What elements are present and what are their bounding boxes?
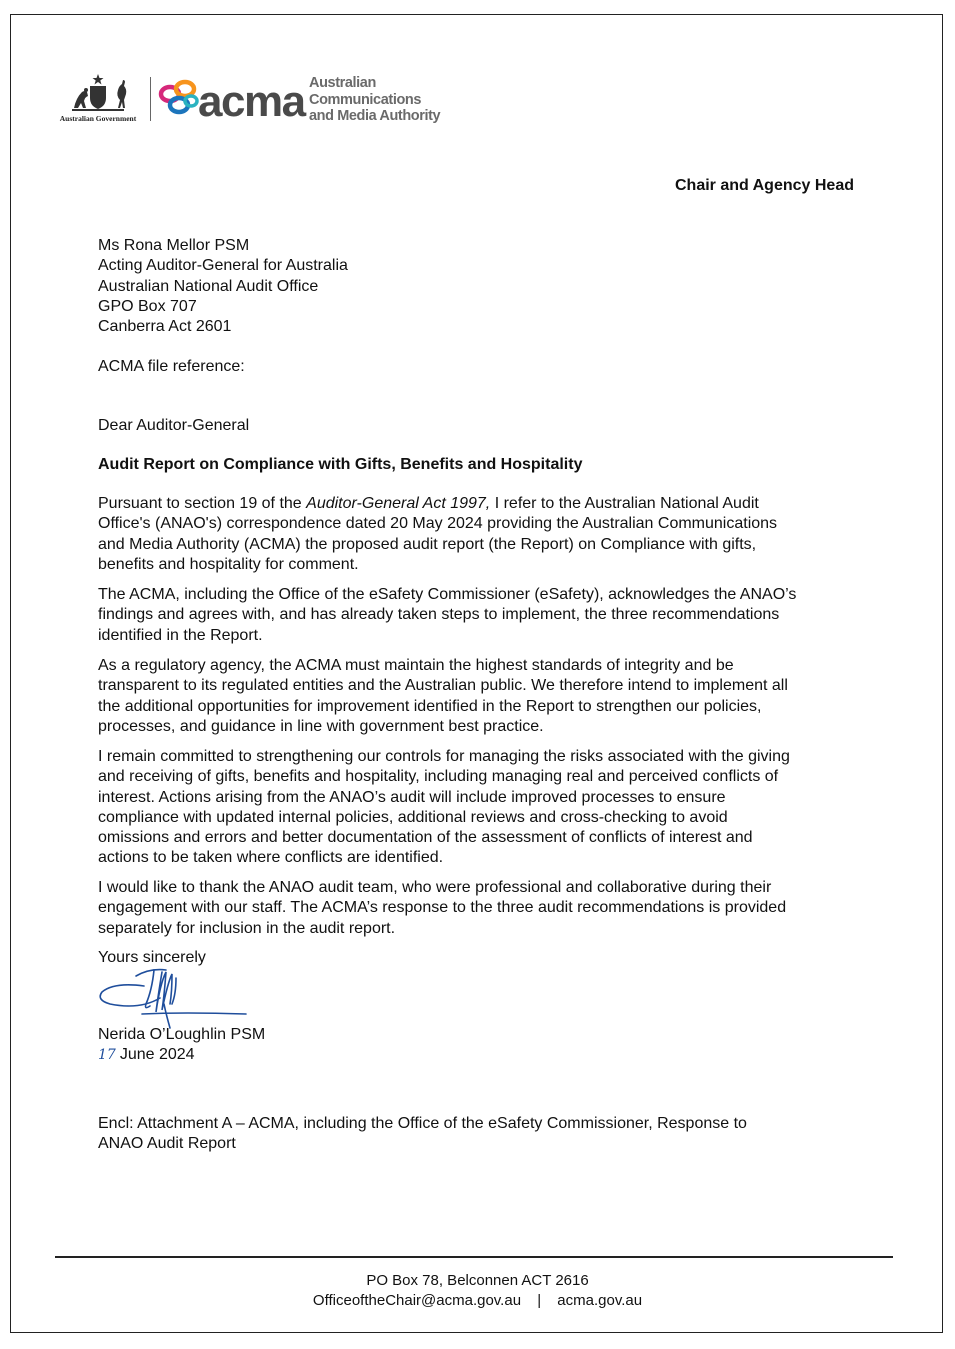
footer-email-link[interactable]: OfficeoftheChair@acma.gov.au xyxy=(312,1292,522,1309)
para1-post: I refer to the Australian National Audit xyxy=(490,495,759,512)
acma-rings-logo xyxy=(158,78,200,116)
footer-contact xyxy=(0,1291,955,1310)
paragraph-1 xyxy=(98,494,858,575)
letter-date xyxy=(98,1045,195,1065)
australian-government-text: Australian Government xyxy=(59,114,137,123)
footer-rule xyxy=(55,1256,893,1258)
date-month-year: June 2024 xyxy=(119,1046,195,1063)
recipient-line: Ms Rona Mellor PSM xyxy=(98,237,250,254)
paragraph-line: I remain committed to strengthening our controls for managing the risks associated with the giving xyxy=(98,748,790,765)
paragraph-line: findings and agrees with, and has already taken steps to implement, the three recommendations xyxy=(98,606,780,624)
recipient-address xyxy=(98,236,858,337)
paragraph-line: interest. Actions arising from the ANAO’s audit will include improved processes to ensure xyxy=(98,788,726,806)
letterhead-divider xyxy=(150,77,151,121)
paragraph-line: benefits and hospitality for comment. xyxy=(98,555,359,573)
footer-separator: | xyxy=(537,1292,542,1309)
paragraph-line xyxy=(98,494,858,514)
recipient-line: Australian National Audit Office xyxy=(98,277,319,295)
paragraph-4 xyxy=(98,747,858,869)
subject-line: Audit Report on Compliance with Gifts, Benefits and Hospitality xyxy=(98,456,583,473)
paragraph-line: engagement with our staff. The ACMA’s response to the three audit recommendations is provided xyxy=(98,899,787,917)
paragraph-line: omissions and errors and better documentation of the assessment of conflicts of interest and xyxy=(98,829,753,847)
paragraph-line: transparent to its regulated entities and the Australian public. We therefore intend to implement all xyxy=(98,677,788,695)
paragraph-line: separately for inclusion in the audit report. xyxy=(98,919,396,937)
recipient-line: Canberra Act 2601 xyxy=(98,318,232,336)
paragraph-2 xyxy=(98,585,858,646)
paragraph-line: The ACMA, including the Office of the eSafety Commissioner (eSafety), acknowledges the ANAO’s xyxy=(98,586,797,603)
paragraph-line: As a regulatory agency, the ACMA must maintain the highest standards of integrity and be xyxy=(98,657,734,674)
enclosure xyxy=(98,1114,858,1155)
signatory-name: Nerida O’Loughlin PSM xyxy=(98,1026,266,1043)
paragraph-5 xyxy=(98,878,858,939)
act-title: Auditor-General Act 1997, xyxy=(306,495,491,512)
position-title: Chair and Agency Head xyxy=(674,177,854,194)
acma-full-name-line: and Media Authority xyxy=(309,108,441,124)
coat-of-arms-icon xyxy=(52,72,144,114)
paragraph-3 xyxy=(98,656,858,737)
handwritten-day: 17 xyxy=(98,1047,116,1063)
paragraph-line: and receiving of gifts, benefits and hospitality, including managing real and perceived conflicts of xyxy=(98,768,779,786)
paragraph-line: compliance with updated internal policies, additional reviews and cross-checking to avoid xyxy=(98,808,728,826)
acma-full-name-line: Communications xyxy=(309,91,422,108)
paragraph-line: Office's (ANAO's) correspondence dated 20 May 2024 providing the Australian Communications xyxy=(98,515,778,533)
paragraph-line: and Media Authority (ACMA) the proposed audit report (the Report) on Compliance with gifts, xyxy=(98,535,757,553)
paragraph-line: the additional opportunities for improvement identified in the Report to strengthen our policies, xyxy=(98,697,762,715)
file-reference: ACMA file reference: xyxy=(98,358,245,375)
para1-pre: Pursuant to section 19 of the xyxy=(98,495,307,512)
enclosure-line: Encl: Attachment A – ACMA, including the Office of the eSafety Commissioner, Response to xyxy=(98,1115,747,1132)
australian-government-crest-logo xyxy=(52,72,144,124)
acma-rings-icon xyxy=(158,78,200,116)
acma-full-name-line: Australian xyxy=(309,75,376,91)
enclosure-line: ANAO Audit Report xyxy=(98,1135,236,1153)
footer-address: PO Box 78, Belconnen ACT 2616 xyxy=(366,1272,589,1289)
paragraph-line: actions to be taken where conflicts are identified. xyxy=(98,849,444,867)
paragraph-line: processes, and guidance in line with government best practice. xyxy=(98,717,544,735)
acma-wordmark: acma xyxy=(198,77,305,126)
paragraph-line: I would like to thank the ANAO audit team, who were professional and collaborative during their xyxy=(98,879,772,896)
recipient-line: Acting Auditor-General for Australia xyxy=(98,257,348,275)
closing: Yours sincerely xyxy=(98,949,206,966)
footer-website-link[interactable]: acma.gov.au xyxy=(557,1292,643,1309)
paragraph-line: identified in the Report. xyxy=(98,626,263,644)
recipient-line: GPO Box 707 xyxy=(98,297,197,315)
salutation: Dear Auditor-General xyxy=(98,417,250,434)
acma-full-name xyxy=(309,75,440,125)
